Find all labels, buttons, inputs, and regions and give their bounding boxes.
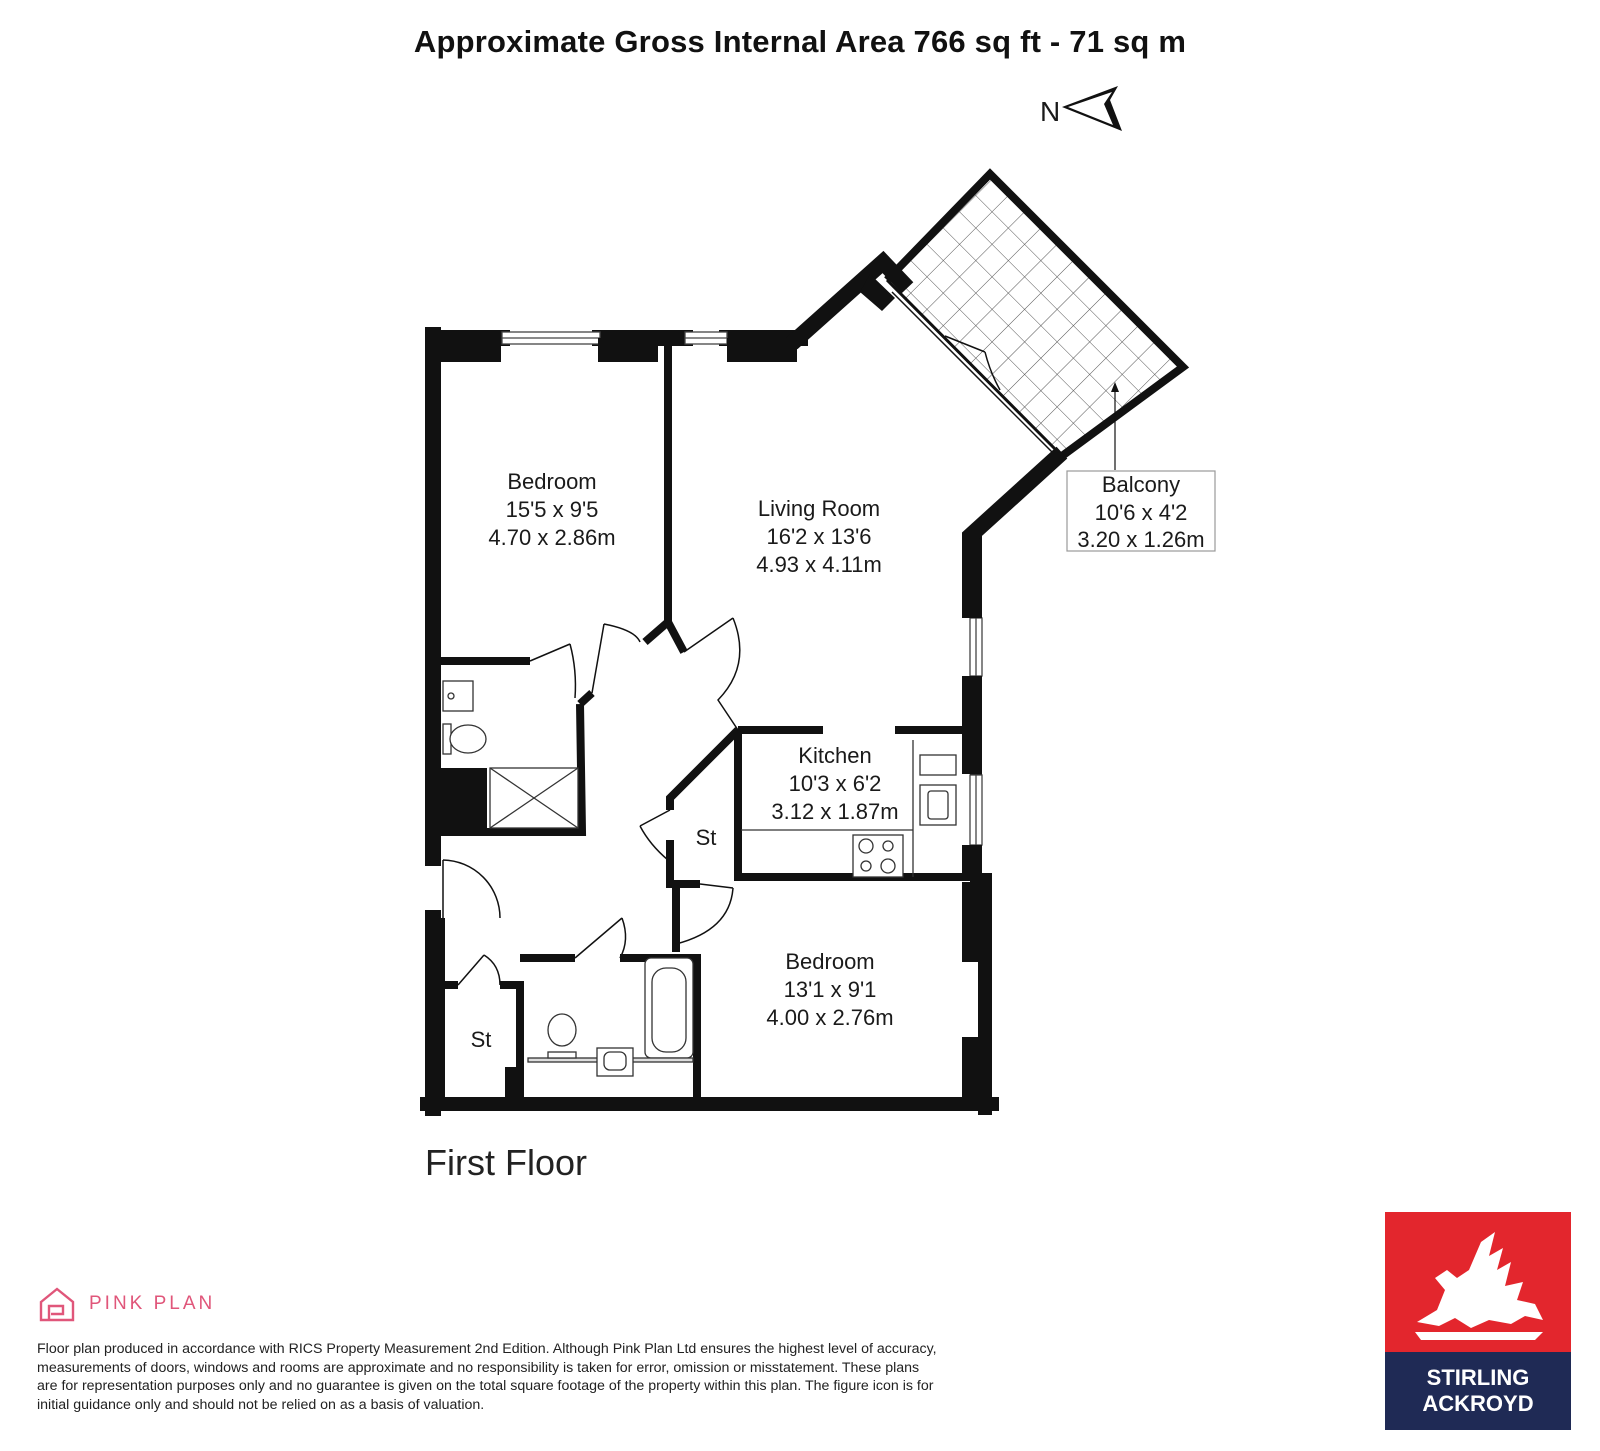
- room-name-balcony: Balcony: [1101, 472, 1181, 497]
- room-name-kitchen: Kitchen: [798, 743, 872, 768]
- room-name-store-2: St: [470, 1027, 492, 1052]
- room-size-metric-bedroom-1: 4.70 x 2.86m: [488, 525, 616, 550]
- logo-navy-panel: [1385, 1352, 1571, 1430]
- disclaimer-text: Floor plan produced in accordance with RICS Property Measurement 2nd Edition. Although Pink Plan Ltd ensures the highest level of accuracy, measurements of doors, windows and rooms are approximate and no responsibility is taken for error, omission or misstatement. These plans are for representation purposes only and no guarantee is given on the total square footage of the property within this plan. The figure icon is for initial guidance only and should not be relied on as a basis of valuation.: [37, 1341, 937, 1413]
- room-size-metric-living-room: 4.93 x 4.11m: [756, 552, 882, 577]
- logo-line-1: STIRLING: [1426, 1365, 1530, 1390]
- logo-line-2: ACKROYD: [1422, 1391, 1534, 1416]
- brand-name: PINK PLAN: [89, 1293, 216, 1314]
- room-size-metric-balcony: 3.20 x 1.26m: [1077, 527, 1205, 552]
- pink-plan-brand: [37, 1284, 215, 1324]
- room-name-bedroom-2: Bedroom: [785, 949, 875, 974]
- room-name-bedroom-1: Bedroom: [507, 469, 597, 494]
- house-logo-icon: [37, 1284, 77, 1324]
- room-size-imperial-bedroom-2: 13'1 x 9'1: [783, 977, 877, 1002]
- room-size-imperial-kitchen: 10'3 x 6'2: [788, 771, 882, 796]
- compass-label: N: [1040, 96, 1061, 127]
- wall-piers: [441, 274, 982, 1100]
- griffin-icon: [1385, 1212, 1571, 1352]
- room-size-metric-bedroom-2: 4.00 x 2.76m: [766, 1005, 894, 1030]
- room-name-store-1: St: [695, 825, 717, 850]
- floor-name: First Floor: [425, 1142, 587, 1183]
- interior-walls: [441, 338, 962, 1100]
- room-size-imperial-living-room: 16'2 x 13'6: [766, 524, 872, 549]
- doors: [443, 618, 740, 985]
- stirling-ackroyd-logo: [1385, 1212, 1571, 1430]
- room-size-imperial-balcony: 10'6 x 4'2: [1094, 500, 1188, 525]
- room-size-metric-kitchen: 3.12 x 1.87m: [771, 799, 899, 824]
- page-title: Approximate Gross Internal Area 766 sq ft - 71 sq m: [413, 24, 1187, 59]
- room-size-imperial-bedroom-1: 15'5 x 9'5: [505, 497, 599, 522]
- logo-red-panel: [1385, 1212, 1571, 1352]
- room-name-living-room: Living Room: [757, 496, 881, 521]
- north-arrow-icon: [1040, 86, 1122, 131]
